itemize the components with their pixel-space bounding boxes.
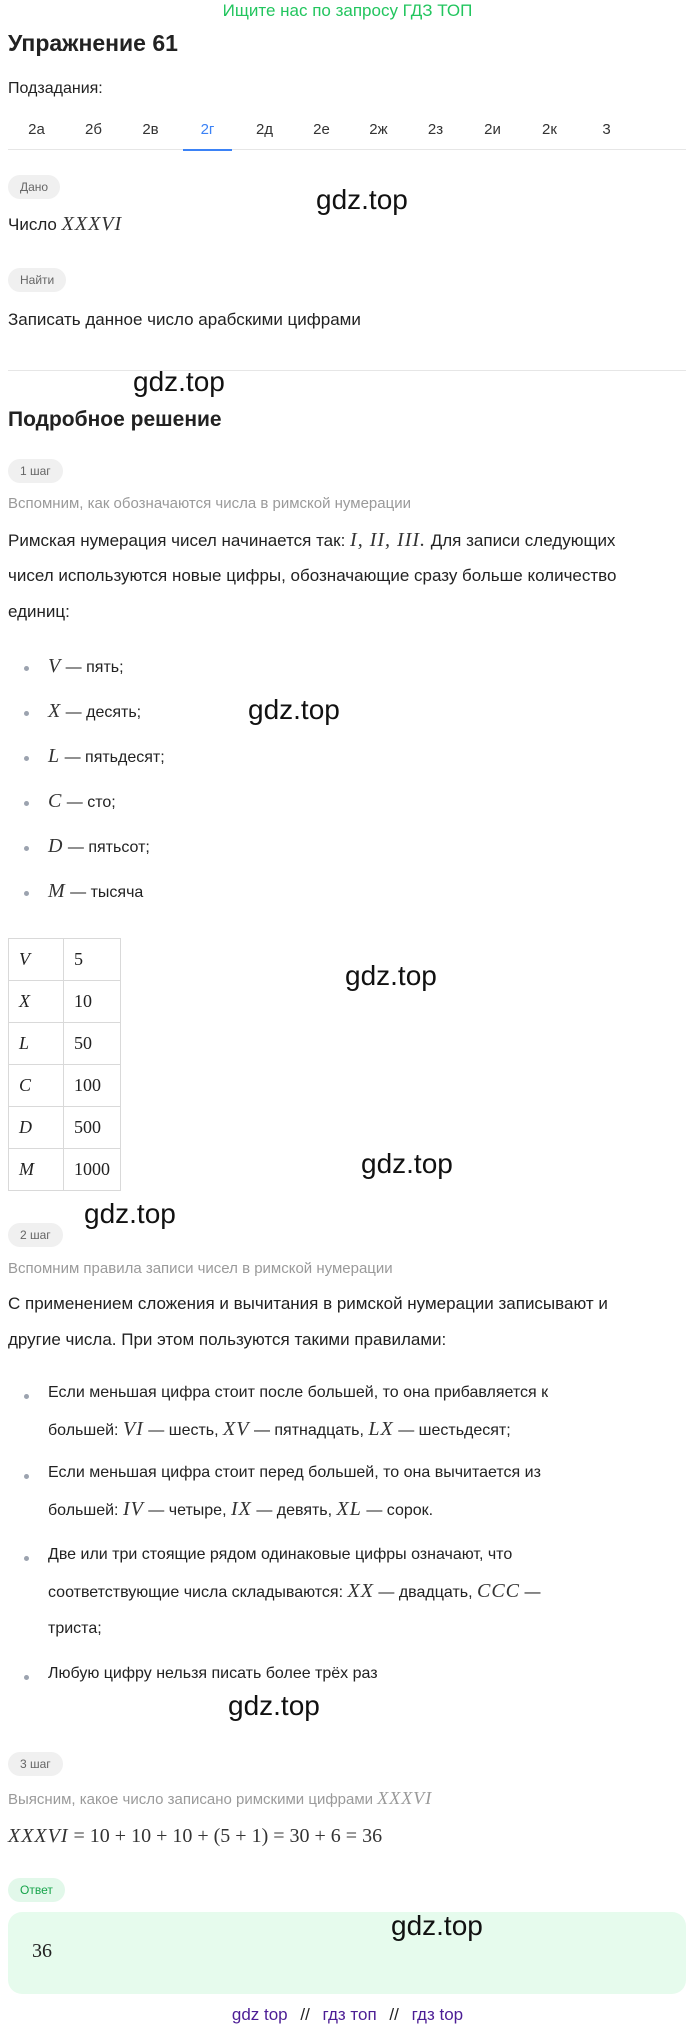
roman-symbol: C: [48, 790, 63, 812]
step-3-badge: 3 шаг: [8, 1752, 63, 1776]
roman-meaning: — тысяча: [70, 884, 144, 901]
given-badge: Дано: [8, 175, 60, 199]
step-1-line1-suffix: Для записи следующих: [430, 531, 616, 550]
table-cell-symbol: X: [9, 981, 64, 1023]
step-3-hint-text: Выясним, какое число записано римскими цифрами: [8, 1791, 374, 1808]
bullet: [24, 1394, 29, 1399]
list-item: [48, 745, 165, 768]
rule-text: большей:: [48, 1502, 119, 1519]
rule-text: — четыре,: [148, 1502, 227, 1519]
roman-meaning: — пятьдесят;: [64, 749, 165, 766]
bullet: [24, 891, 29, 896]
table-row: [9, 981, 121, 1023]
rule-2-line2: [48, 1498, 433, 1521]
find-badge: Найти: [8, 268, 66, 292]
watermark: gdz.top: [361, 1148, 453, 1179]
roman-meaning: — пять;: [65, 659, 124, 676]
roman-symbol: V: [48, 655, 62, 677]
rule-text: — сорок.: [366, 1502, 434, 1519]
bullet: [24, 1675, 29, 1680]
tab-2z[interactable]: 2з: [427, 121, 444, 138]
roman-table: [8, 938, 121, 1191]
given-prefix: Число: [8, 215, 57, 234]
page-title: Упражнение 61: [8, 30, 178, 56]
table-cell-symbol: C: [9, 1065, 64, 1107]
tab-2b[interactable]: 2б: [85, 121, 102, 138]
answer-value: 36: [32, 1940, 52, 1962]
rule-text: соответствующие числа складываются:: [48, 1584, 344, 1601]
bullet: [24, 666, 29, 671]
roman-meaning: — пятьсот;: [67, 839, 150, 856]
watermark: gdz.top: [345, 960, 437, 991]
step-1-line1: [8, 522, 615, 559]
tab-2g-active[interactable]: 2г: [179, 110, 236, 150]
watermark: gdz.top: [248, 694, 340, 725]
step-3-hint: [8, 1788, 432, 1809]
rule-math: CCC: [477, 1580, 521, 1602]
rule-1-line2: [48, 1418, 511, 1441]
tab-2v[interactable]: 2в: [142, 121, 159, 138]
tab-2i[interactable]: 2и: [484, 121, 501, 138]
rule-3-line2: [48, 1580, 540, 1603]
table-cell-value: 1000: [64, 1149, 121, 1191]
divider: [8, 370, 686, 371]
rule-text: — девять,: [256, 1502, 333, 1519]
given-number: XXXVI: [61, 213, 123, 235]
rule-math: IV: [122, 1498, 144, 1520]
roman-symbol: X: [48, 700, 62, 722]
table-row: [9, 1023, 121, 1065]
rule-math: XV: [223, 1418, 250, 1440]
bullet: [24, 1556, 29, 1561]
rule-text: — пятнадцать,: [253, 1422, 364, 1439]
table-cell-symbol: V: [9, 939, 64, 981]
table-row: [9, 1107, 121, 1149]
rule-1-line1: Если меньшая цифра стоит после большей, то она прибавляется к: [48, 1384, 549, 1401]
step-2-line1: С применением сложения и вычитания в римской нумерации записывают и: [8, 1294, 608, 1313]
tab-2zh[interactable]: 2ж: [369, 121, 388, 138]
list-item: [48, 700, 141, 723]
rule-2-line1: Если меньшая цифра стоит перед большей, то она вычитается из: [48, 1464, 541, 1481]
step-3-equation: [8, 1818, 382, 1855]
rule-text: — шестьдесят;: [398, 1422, 511, 1439]
table-row: [9, 1065, 121, 1107]
table-cell-symbol: L: [9, 1023, 64, 1065]
find-text: Записать данное число арабскими цифрами: [8, 310, 361, 329]
watermark: gdz.top: [391, 1910, 483, 1941]
tab-2d[interactable]: 2д: [255, 121, 274, 138]
step-2-badge: 2 шаг: [8, 1223, 63, 1247]
watermark: gdz.top: [84, 1198, 176, 1229]
rule-math: LX: [368, 1418, 394, 1440]
rule-math: IX: [230, 1498, 252, 1520]
table-cell-symbol: D: [9, 1107, 64, 1149]
rule-4: Любую цифру нельзя писать более трёх раз: [48, 1665, 378, 1682]
tab-2a[interactable]: 2а: [28, 121, 45, 138]
table-cell-value: 100: [64, 1065, 121, 1107]
subtask-tabs: [8, 110, 686, 150]
step-1-line1-math: I, II, III.: [350, 529, 427, 551]
rule-math: VI: [122, 1418, 144, 1440]
answer-box: [8, 1912, 686, 1994]
step-3-hint-math: XXXVI: [377, 1788, 433, 1808]
step-1-line3: единиц:: [8, 602, 70, 621]
table-row: [9, 939, 121, 981]
roman-meaning: — сто;: [66, 794, 116, 811]
footer-link-3[interactable]: гдз top: [411, 2005, 464, 2024]
roman-meaning: — десять;: [65, 704, 142, 721]
bullet: [24, 711, 29, 716]
footer-link-2[interactable]: гдз топ: [322, 2005, 377, 2024]
given-text: [8, 206, 122, 243]
rule-3-line3: триста;: [48, 1620, 102, 1637]
table-cell-value: 500: [64, 1107, 121, 1149]
tab-2e[interactable]: 2е: [313, 121, 330, 138]
tab-2k[interactable]: 2к: [542, 121, 557, 138]
bullet: [24, 756, 29, 761]
watermark: gdz.top: [228, 1690, 320, 1721]
table-cell-value: 5: [64, 939, 121, 981]
promo-link[interactable]: Ищите нас по запросу ГДЗ ТОП: [222, 1, 473, 20]
list-item: [48, 790, 116, 813]
rule-text: большей:: [48, 1422, 119, 1439]
rule-math: XX: [347, 1580, 374, 1602]
step-2-hint: Вспомним правила записи чисел в римской нумерации: [8, 1260, 393, 1277]
step-1-hint: Вспомним, как обозначаются числа в римской нумерации: [8, 495, 411, 512]
list-item: [48, 655, 124, 678]
subtasks-label: Подзадания:: [8, 80, 103, 97]
table-row: [9, 1149, 121, 1191]
solution-heading: Подробное решение: [8, 408, 222, 431]
step-1-badge: 1 шаг: [8, 459, 63, 483]
equation-roman: XXXVI: [8, 1825, 69, 1847]
step-1-line2: чисел используются новые цифры, обозначающие сразу больше количество: [8, 566, 617, 585]
footer-separator: //: [389, 2005, 399, 2024]
rule-math: XL: [336, 1498, 362, 1520]
footer-links: [0, 2005, 695, 2025]
roman-symbol: L: [48, 745, 61, 767]
rule-text: — двадцать,: [378, 1584, 473, 1601]
answer-badge: Ответ: [8, 1878, 65, 1902]
tab-3[interactable]: 3: [602, 121, 611, 138]
roman-symbol: M: [48, 880, 66, 902]
bullet: [24, 1474, 29, 1479]
bullet: [24, 801, 29, 806]
watermark: gdz.top: [133, 366, 225, 397]
step-1-line1-prefix: Римская нумерация чисел начинается так:: [8, 531, 346, 550]
table-cell-symbol: M: [9, 1149, 64, 1191]
bullet: [24, 846, 29, 851]
rule-text: —: [524, 1584, 541, 1601]
rule-3-line1: Две или три стоящие рядом одинаковые цифры означают, что: [48, 1546, 513, 1563]
list-item: [48, 835, 150, 858]
table-cell-value: 10: [64, 981, 121, 1023]
watermark: gdz.top: [316, 184, 408, 215]
rule-text: — шесть,: [148, 1422, 219, 1439]
step-2-line2: другие числа. При этом пользуются такими правилами:: [8, 1330, 447, 1349]
roman-symbol: D: [48, 835, 64, 857]
table-cell-value: 50: [64, 1023, 121, 1065]
footer-separator: //: [300, 2005, 310, 2024]
footer-link-1[interactable]: gdz top: [231, 2005, 288, 2024]
equation-rest: = 10 + 10 + 10 + (5 + 1) = 30 + 6 = 36: [68, 1825, 383, 1847]
list-item: [48, 880, 143, 903]
